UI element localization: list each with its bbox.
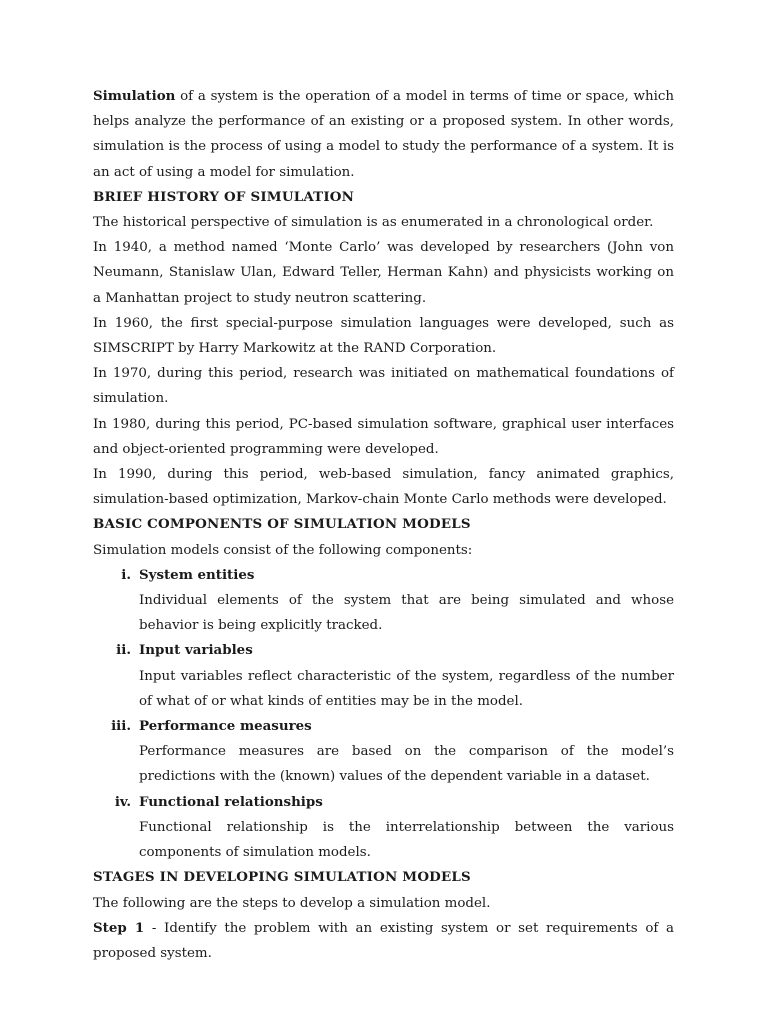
component-title-text: Performance measures bbox=[139, 718, 312, 735]
component-number: iv. bbox=[114, 793, 131, 810]
component-item bbox=[93, 638, 674, 714]
component-title bbox=[93, 638, 674, 663]
component-item bbox=[93, 714, 674, 790]
component-number: iii. bbox=[111, 718, 131, 735]
component-title bbox=[93, 714, 674, 739]
history-entry-1960: In 1960, the first special-purpose simulation languages were developed, such as SIMSCRIPT by Harry Markowitz at the RAND Corporation. bbox=[93, 315, 674, 357]
history-entry-1980: In 1980, during this period, PC-based simulation software, graphical user interfaces and object-oriented programming were developed. bbox=[93, 416, 674, 457]
history-lead: The historical perspective of simulation is as enumerated in a chronological order. bbox=[93, 215, 654, 231]
component-description: Performance measures are based on the comparison of the model’s predictions with the (known) values of the dependent variable in a dataset. bbox=[139, 744, 674, 785]
component-number: i. bbox=[121, 566, 131, 583]
component-title-text: Functional relationships bbox=[139, 793, 323, 810]
history-entry-1940: In 1940, a method named ‘Monte Carlo’ was developed by researchers (John von Neumann, Stanislaw Ulan, Edward Teller, Herman Kahn) and physicists working on a Manhattan project to study neutron scattering. bbox=[93, 240, 674, 306]
components-lead: Simulation models consist of the following components: bbox=[93, 542, 473, 558]
intro-term: Simulation bbox=[93, 88, 176, 104]
component-title bbox=[93, 790, 674, 815]
component-item bbox=[93, 563, 674, 639]
history-entry-1970: In 1970, during this period, research was initiated on mathematical foundations of simulation. bbox=[93, 366, 674, 407]
component-number: ii. bbox=[116, 642, 131, 659]
history-heading: BRIEF HISTORY OF SIMULATION bbox=[93, 188, 355, 205]
component-title bbox=[93, 563, 674, 588]
component-description: Input variables reflect characteristic of the system, regardless of the number of what of or what kinds of entities may be in the model. bbox=[139, 668, 674, 709]
stages-heading: STAGES IN DEVELOPING SIMULATION MODELS bbox=[93, 869, 471, 886]
components-heading: BASIC COMPONENTS OF SIMULATION MODELS bbox=[93, 516, 471, 533]
component-title-text: Input variables bbox=[139, 642, 253, 659]
history-entry-1990: In 1990, during this period, web-based simulation, fancy animated graphics, simulation-based optimization, Markov-chain Monte Carlo methods were developed. bbox=[93, 467, 674, 508]
intro-text: of a system is the operation of a model in terms of time or space, which helps analyze the performance of an existing or a proposed system. In other words, simulation is the process of using a model to study the performance of a system. It is an act of using a model for simulation. bbox=[93, 89, 674, 180]
component-item bbox=[93, 790, 674, 866]
component-title-text: System entities bbox=[139, 566, 255, 583]
step-1-paragraph bbox=[93, 916, 674, 966]
component-description: Individual elements of the system that are being simulated and whose behavior is being explicitly tracked. bbox=[139, 593, 674, 634]
step-1-label: Step 1 bbox=[93, 919, 145, 936]
step-1-text: - Identify the problem with an existing system or set requirements of a proposed system. bbox=[93, 920, 675, 961]
stages-lead: The following are the steps to develop a simulation model. bbox=[93, 895, 491, 911]
document-body bbox=[93, 84, 674, 966]
component-description: Functional relationship is the interrelationship between the various components of simulation models. bbox=[139, 819, 674, 861]
intro-paragraph bbox=[93, 84, 674, 185]
